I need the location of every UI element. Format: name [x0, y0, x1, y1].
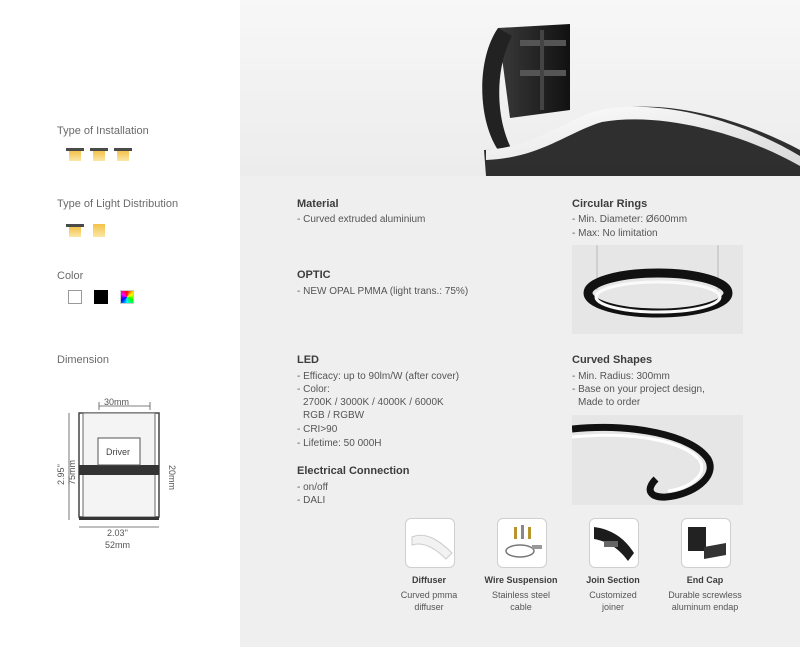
installation-icons: [66, 148, 132, 162]
electrical-line: - DALI: [297, 495, 326, 506]
rings-title: Circular Rings: [572, 198, 648, 210]
led-line: - Efficacy: up to 90lm/W (after cover): [297, 371, 460, 382]
diffuse-light-icon: [90, 224, 108, 238]
circular-ring-photo: [572, 245, 743, 334]
curved-title: Curved Shapes: [572, 354, 653, 366]
black-swatch: [94, 290, 108, 304]
rgb-swatch: [120, 290, 134, 304]
accessory-title: Join Section: [586, 575, 640, 585]
recessed-lamp-icon: [66, 148, 84, 162]
material-line: - Curved extruded aluminium: [297, 214, 426, 225]
rings-line: - Min. Diameter: Ø600mm: [572, 214, 688, 225]
width-mm-text: 52mm: [105, 540, 131, 550]
accessory-desc: joiner: [601, 602, 624, 612]
curved-shape-photo: [572, 415, 743, 505]
led-line: RGB / RGBW: [303, 410, 365, 421]
hero-product-image: [240, 0, 800, 176]
light-distribution-label: Type of Light Distribution: [57, 198, 179, 210]
width-in-text: 2.03'': [107, 528, 128, 538]
distribution-icons: [66, 224, 108, 238]
join-section-icon: [589, 518, 639, 568]
inner-height-text: 20mm: [167, 465, 177, 491]
direct-light-icon: [66, 224, 84, 238]
optic-line: - NEW OPAL PMMA (light trans.: 75%): [297, 286, 469, 297]
led-title: LED: [297, 354, 319, 366]
diffuser-icon: [405, 518, 455, 568]
installation-type-label: Type of Installation: [57, 125, 149, 137]
led-line: - CRI>90: [297, 424, 338, 435]
material-title: Material: [297, 198, 339, 210]
dimension-drawing: [55, 393, 185, 553]
height-in-text: 2.95'': [56, 464, 66, 485]
wire-suspension-icon: [497, 518, 547, 568]
dimension-label: Dimension: [57, 354, 109, 366]
curved-line: Made to order: [578, 397, 641, 408]
color-swatches: [68, 290, 134, 304]
height-mm-text: 75mm: [67, 459, 77, 485]
curved-line: - Base on your project design,: [572, 384, 705, 395]
driver-text: Driver: [106, 447, 130, 457]
curved-line: - Min. Radius: 300mm: [572, 371, 670, 382]
suspended-lamp-icon: [114, 148, 132, 162]
accessory-desc: diffuser: [414, 602, 444, 612]
accessory-desc: Durable screwless: [668, 590, 742, 600]
led-line: 2700K / 3000K / 4000K / 6000K: [303, 397, 444, 408]
color-label: Color: [57, 270, 84, 282]
end-cap-icon: [681, 518, 731, 568]
accessory-desc: cable: [510, 602, 532, 612]
electrical-title: Electrical Connection: [297, 465, 410, 477]
accessory-desc: Stainless steel: [491, 590, 551, 600]
accessory-desc: aluminum endap: [671, 602, 739, 612]
rings-line: - Max: No limitation: [572, 228, 658, 239]
optic-title: OPTIC: [297, 269, 331, 281]
accessory-title: Wire Suspension: [484, 575, 558, 585]
led-line: - Color:: [297, 384, 330, 395]
surface-lamp-icon: [90, 148, 108, 162]
accessory-desc: Customized: [589, 590, 637, 600]
electrical-line: - on/off: [297, 482, 328, 493]
accessory-title: Diffuser: [411, 575, 446, 585]
white-swatch: [68, 290, 82, 304]
accessory-desc: Curved pmma: [400, 590, 458, 600]
top-width-text: 30mm: [104, 397, 130, 407]
accessory-title: End Cap: [686, 575, 724, 585]
led-line: - Lifetime: 50 000H: [297, 438, 382, 449]
